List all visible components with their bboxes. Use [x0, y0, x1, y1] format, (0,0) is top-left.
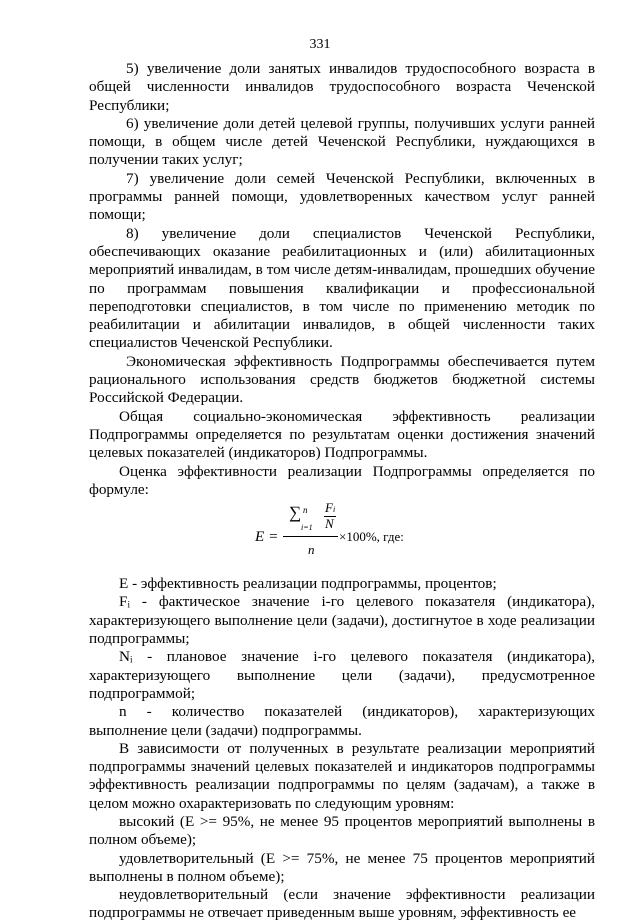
formula-numerator: Fi [325, 500, 336, 516]
level-unsatisfactory: неудовлетворительный (если значение эффективности реализации подпрограммы не отвечает приведенным выше уровням, эффективность ее [89, 886, 595, 922]
paragraph-item-5: 5) увеличение доли занятых инвалидов трудоспособного возраста в общей численности инвалидов трудоспособного возраста Чеченской Республики; [89, 60, 595, 114]
definition-f: Fᵢ - фактическое значение i-го целевого показателя (индикатора), характеризующего выполнение цели (задачи), достигнутое в ходе реализации подпрограммы; [89, 593, 595, 648]
level-satisfactory: удовлетворительный (E >= 75%, не менее 75 процентов мероприятий выполнены в полном объеме); [89, 849, 595, 885]
efficiency-formula [89, 499, 595, 569]
level-high: высокий (E >= 95%, не менее 95 процентов мероприятий выполнены в полном объеме); [89, 812, 595, 849]
formula-inner-denominator: N [325, 516, 334, 532]
formula-sum-lower: i=1 [301, 523, 313, 533]
paragraph-item-8: 8) увеличение доли специалистов Чеченской Республики, обеспечивающих оказание реабилитационных и (или) абилитационных мероприятий инвалидам, в том числе детям-инвалидам, прошедших обучение по программам повышения квалификации и профессиональной переподготовки специалистов, в том числе по применению методик по реабилитации и абилитации инвалидов, в общей численности таких специалистов Чеченской Республики. [89, 224, 595, 352]
formula-sum-symbol: ∑ [289, 503, 302, 523]
paragraph-economic-efficiency: Экономическая эффективность Подпрограммы обеспечивается путем рационального использования средств бюджетов бюджетной системы Российской Федерации. [89, 352, 595, 407]
definition-n-count: n - количество показателей (индикаторов), характеризующих выполнение цели (задачи) подпрограммы. [89, 703, 595, 739]
formula-lhs: E = [255, 528, 279, 546]
paragraph-item-7: 7) увеличение доли семей Чеченской Республики, включенных в программы ранней помощи, удовлетворенных качеством услуг ранней помощи; [89, 169, 595, 224]
document-body [89, 60, 595, 923]
paragraph-levels-intro: В зависимости от полученных в результате реализации мероприятий подпрограммы значений целевых показателей и индикаторов подпрограммы эффективность реализации подпрограммы по целям (задачам), а также в целом можно охарактеризовать по следующим уровням: [89, 739, 595, 812]
paragraph-overall-efficiency: Общая социально-экономическая эффективность реализации Подпрограммы определяется по результатам оценки достижения значений целевых показателей (индикаторов) Подпрограммы. [89, 407, 595, 462]
definition-n-plan: Nᵢ - плановое значение i-го целевого показателя (индикатора), характеризующего выполнение цели (задачи), предусмотренное подпрограммой; [89, 648, 595, 702]
definition-e: E - эффективность реализации подпрограммы, процентов; [119, 575, 497, 593]
page-number: 331 [309, 37, 331, 52]
formula-main-fraction-bar [283, 536, 338, 537]
paragraph-item-6: 6) увеличение доли детей целевой группы, получивших услуги ранней помощи, в общем числе детей Чеченской Республики, нуждающихся в получении таких услуг; [89, 114, 595, 169]
formula-sum-upper: n [303, 505, 308, 516]
formula-denominator: n [308, 542, 315, 558]
formula-tail: ×100%, где: [339, 529, 404, 545]
paragraph-formula-intro: Оценка эффективности реализации Подпрограммы определяется по формуле: [89, 462, 595, 498]
